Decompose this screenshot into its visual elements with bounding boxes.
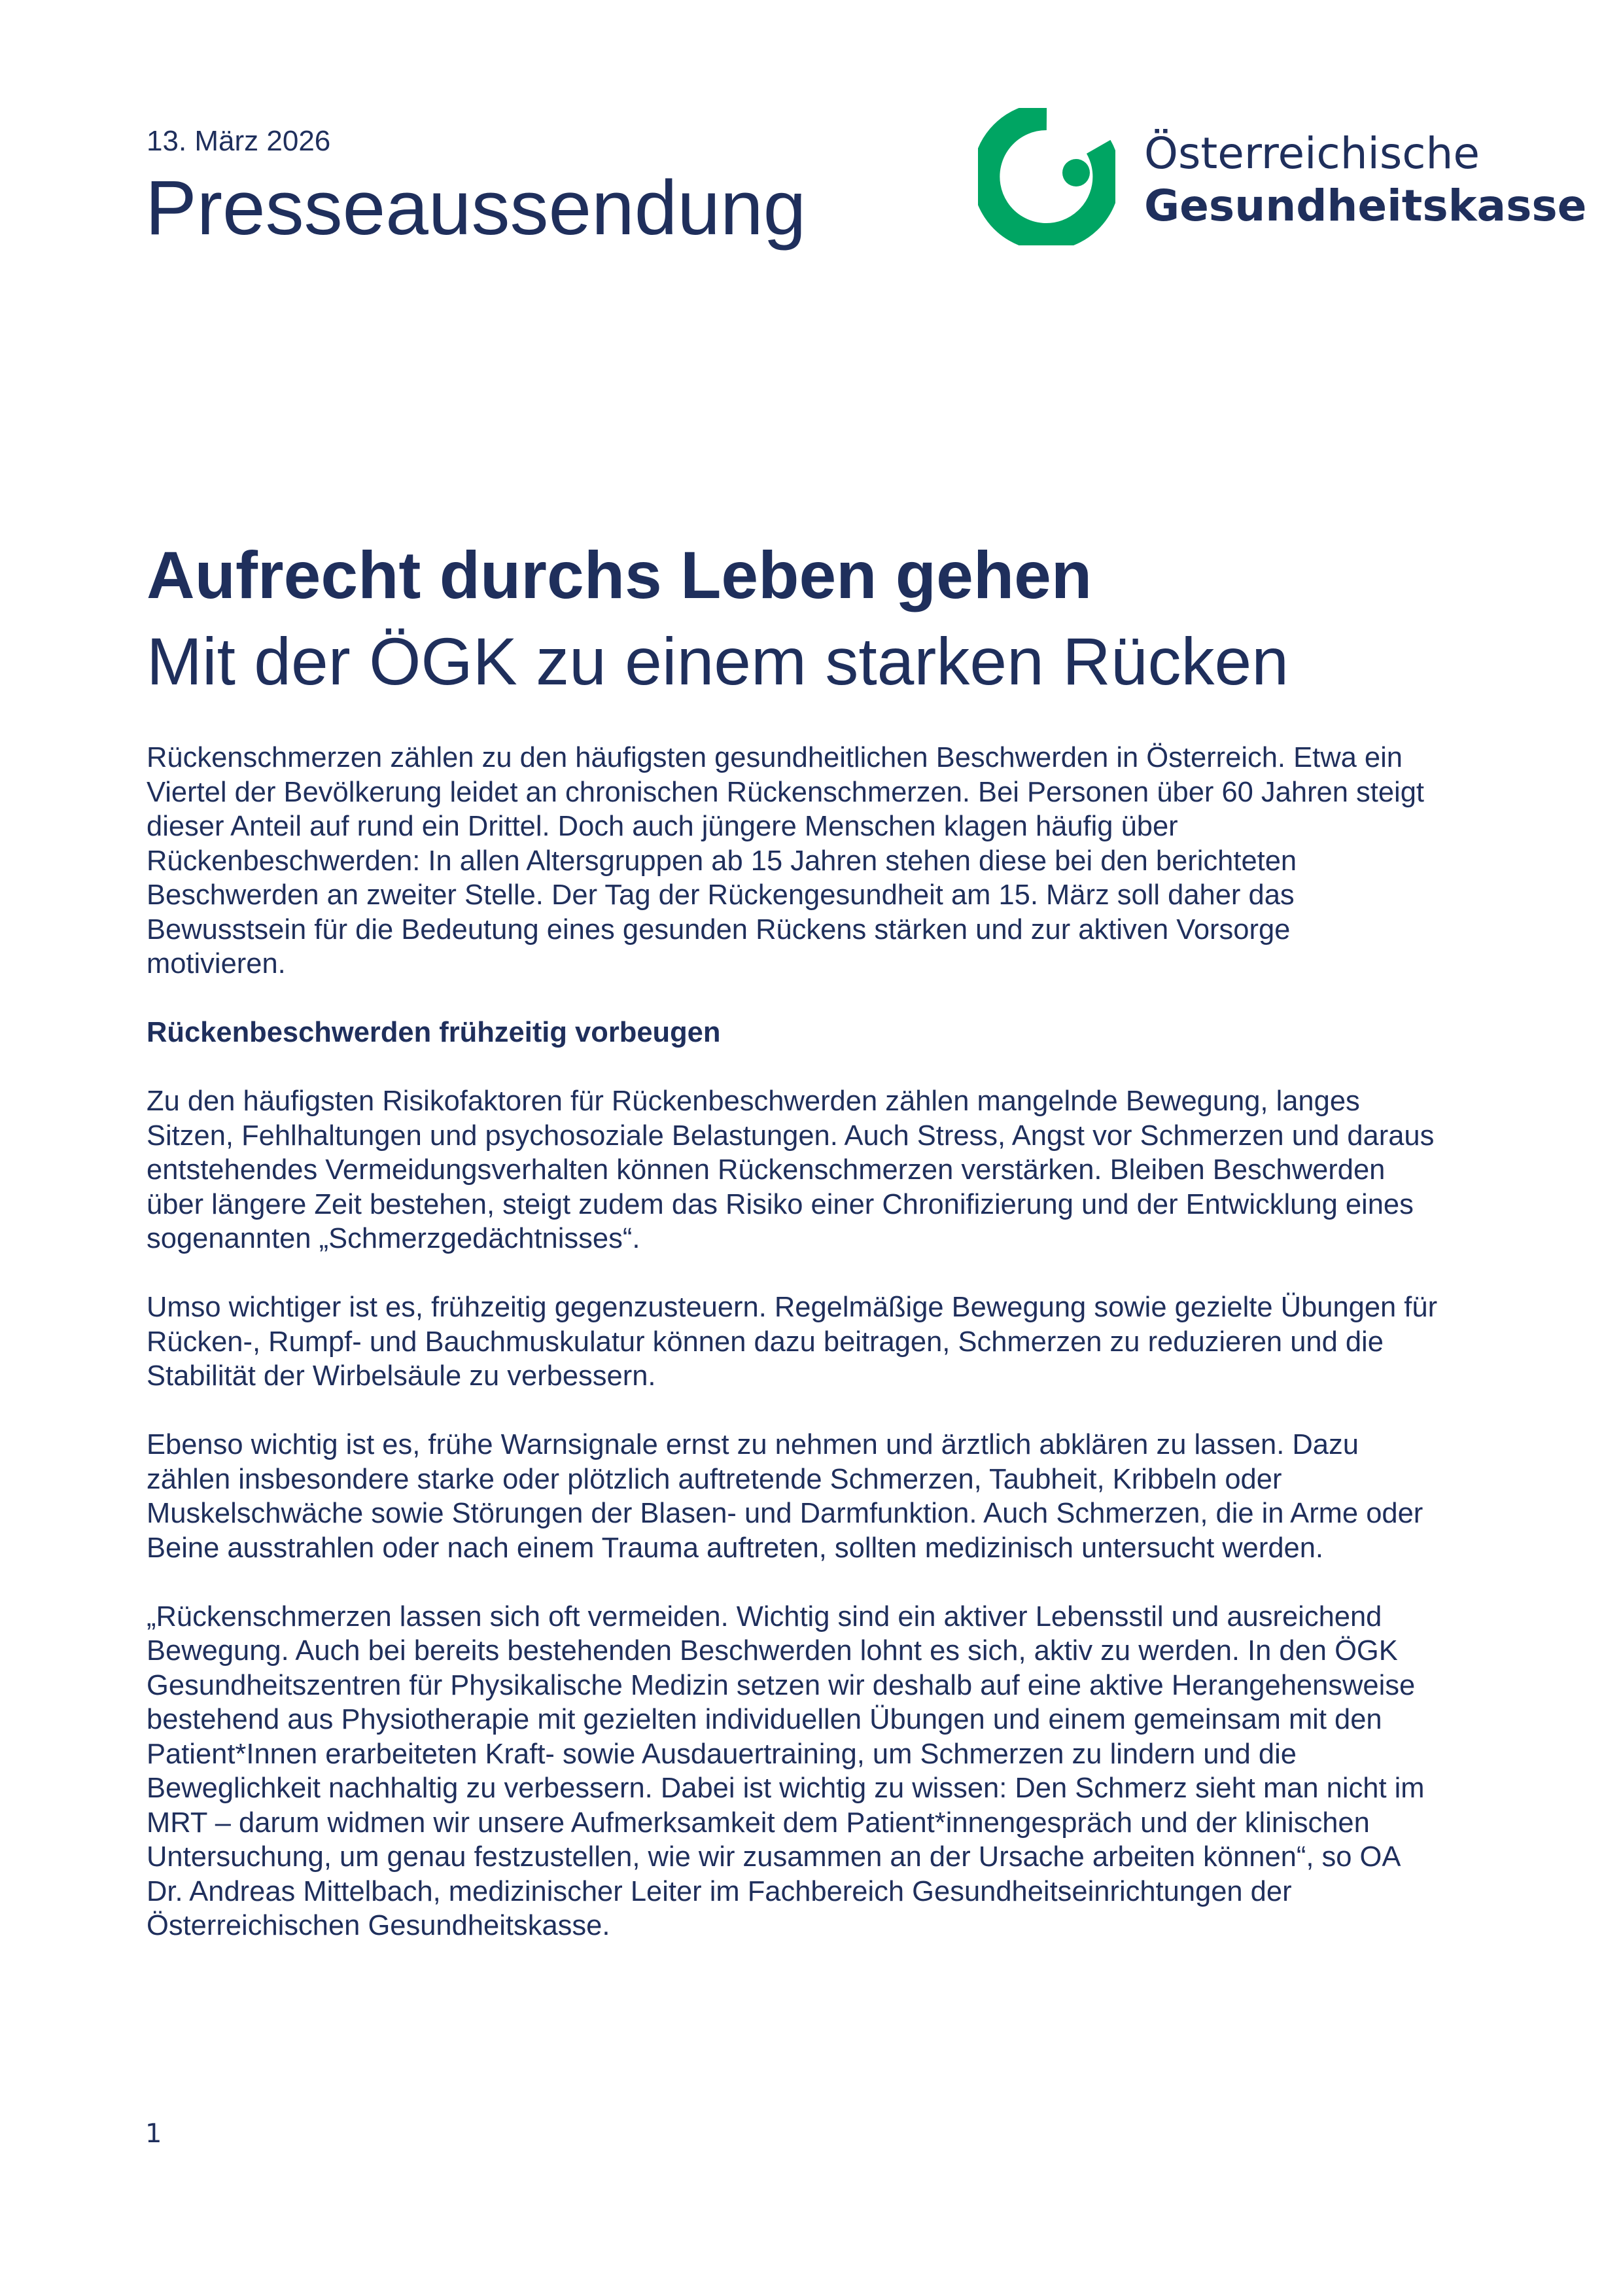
oegk-logo bbox=[978, 108, 1587, 245]
headline-subtitle: Mit der ÖGK zu einem starken Rücken bbox=[147, 624, 1289, 699]
text-line: MRT – darum widmen wir unsere Aufmerksamkeit dem Patient*innengespräch und der klinischen bbox=[147, 1807, 1370, 1839]
text-line: Sitzen, Fehlhaltungen und psychosoziale Belastungen. Auch Stress, Angst vor Schmerzen und daraus bbox=[147, 1120, 1435, 1152]
text-line: zählen insbesondere starke oder plötzlich auftretende Schmerzen, Taubheit, Kribbeln oder bbox=[147, 1463, 1282, 1495]
text-line: dieser Anteil auf rund ein Drittel. Doch auch jüngere Menschen klagen häufig über bbox=[147, 811, 1178, 842]
text-line: Beschwerden an zweiter Stelle. Der Tag der Rückengesundheit am 15. März soll daher das bbox=[147, 879, 1295, 911]
text-line: Muskelschwäche sowie Störungen der Blasen- und Darmfunktion. Auch Schmerzen, die in Arme oder bbox=[147, 1498, 1423, 1529]
text-line: Beine ausstrahlen oder nach einem Trauma auftreten, sollten medizinisch untersucht werden. bbox=[147, 1532, 1324, 1564]
body-paragraph-5-quote bbox=[147, 1600, 1520, 1943]
body-paragraph-2 bbox=[147, 1084, 1520, 1256]
text-line: bestehend aus Physiotherapie mit gezielten individuellen Übungen und einem gemeinsam mit den bbox=[147, 1704, 1382, 1735]
body-paragraph-4 bbox=[147, 1428, 1520, 1565]
text-line: über längere Zeit bestehen, steigt zudem das Risiko einer Chronifizierung und der Entwicklung eines bbox=[147, 1188, 1414, 1220]
headline-title: Aufrecht durchs Leben gehen bbox=[147, 538, 1092, 612]
text-line: Gesundheitszentren für Physikalische Medizin setzen wir deshalb auf eine aktive Herangehensweise bbox=[147, 1669, 1416, 1701]
text-line: Untersuchung, um genau festzustellen, wie wir zusammen an der Ursache arbeiten können“, so OA bbox=[147, 1841, 1401, 1873]
document-type: Presseaussendung bbox=[145, 165, 807, 251]
text-line: Österreichischen Gesundheitskasse. bbox=[147, 1910, 610, 1941]
organization-name bbox=[1144, 128, 1586, 232]
text-line: Rücken-, Rumpf- und Bauchmuskulatur können dazu beitragen, Schmerzen zu reduzieren und die bbox=[147, 1326, 1384, 1358]
page-number: 1 bbox=[145, 2119, 162, 2149]
text-line: Viertel der Bevölkerung leidet an chronischen Rückenschmerzen. Bei Personen über 60 Jahren steigt bbox=[147, 776, 1424, 808]
text-line: Rückenschmerzen zählen zu den häufigsten gesundheitlichen Beschwerden in Österreich. Etwa ein bbox=[147, 742, 1403, 773]
text-line: Dr. Andreas Mittelbach, medizinischer Leiter im Fachbereich Gesundheitseinrichtungen der bbox=[147, 1875, 1292, 1907]
release-date: 13. März 2026 bbox=[147, 125, 331, 157]
text-line: „Rückenschmerzen lassen sich oft vermeiden. Wichtig sind ein aktiver Lebensstil und ausreichend bbox=[147, 1600, 1382, 1633]
body-paragraph-1 bbox=[147, 741, 1520, 981]
text-line: Rückenbeschwerden: In allen Altersgruppen ab 15 Jahren stehen diese bei den berichteten bbox=[147, 845, 1297, 877]
text-line: Stabilität der Wirbelsäule zu verbessern. bbox=[147, 1360, 656, 1392]
text-line: Patient*Innen erarbeiteten Kraft- sowie Ausdauertraining, um Schmerzen zu lindern und die bbox=[147, 1738, 1297, 1770]
text-line: motivieren. bbox=[147, 948, 286, 980]
organization-name-line2: Gesundheitskasse bbox=[1144, 181, 1587, 231]
section-heading: Rückenbeschwerden frühzeitig vorbeugen bbox=[147, 1017, 721, 1048]
organization-name-line1: Österreichische bbox=[1144, 128, 1480, 179]
article-body bbox=[147, 741, 1520, 1977]
text-line: entstehendes Vermeidungsverhalten können Rückenschmerzen verstärken. Bleiben Beschwerden bbox=[147, 1154, 1386, 1186]
text-line: sogenannten „Schmerzgedächtnisses“. bbox=[147, 1223, 640, 1254]
text-line: Ebenso wichtig ist es, frühe Warnsignale ernst zu nehmen und ärztlich abklären zu lassen. Dazu bbox=[147, 1429, 1359, 1460]
oegk-logo-icon bbox=[978, 108, 1115, 245]
text-line: Zu den häufigsten Risikofaktoren für Rückenbeschwerden zählen mangelnde Bewegung, langes bbox=[147, 1086, 1360, 1117]
text-line: Bewusstsein für die Bedeutung eines gesunden Rückens stärken und zur aktiven Vorsorge bbox=[147, 913, 1291, 945]
text-line: Bewegung. Auch bei bereits bestehenden Beschwerden lohnt es sich, aktiv zu werden. In den ÖGK bbox=[147, 1635, 1398, 1667]
body-paragraph-3 bbox=[147, 1290, 1520, 1394]
text-line: Umso wichtiger ist es, frühzeitig gegenzusteuern. Regelmäßige Bewegung sowie gezielte Übungen für bbox=[147, 1292, 1438, 1323]
text-line: Beweglichkeit nachhaltig zu verbessern. Dabei ist wichtig zu wissen: Den Schmerz sieht man nicht im bbox=[147, 1773, 1425, 1804]
